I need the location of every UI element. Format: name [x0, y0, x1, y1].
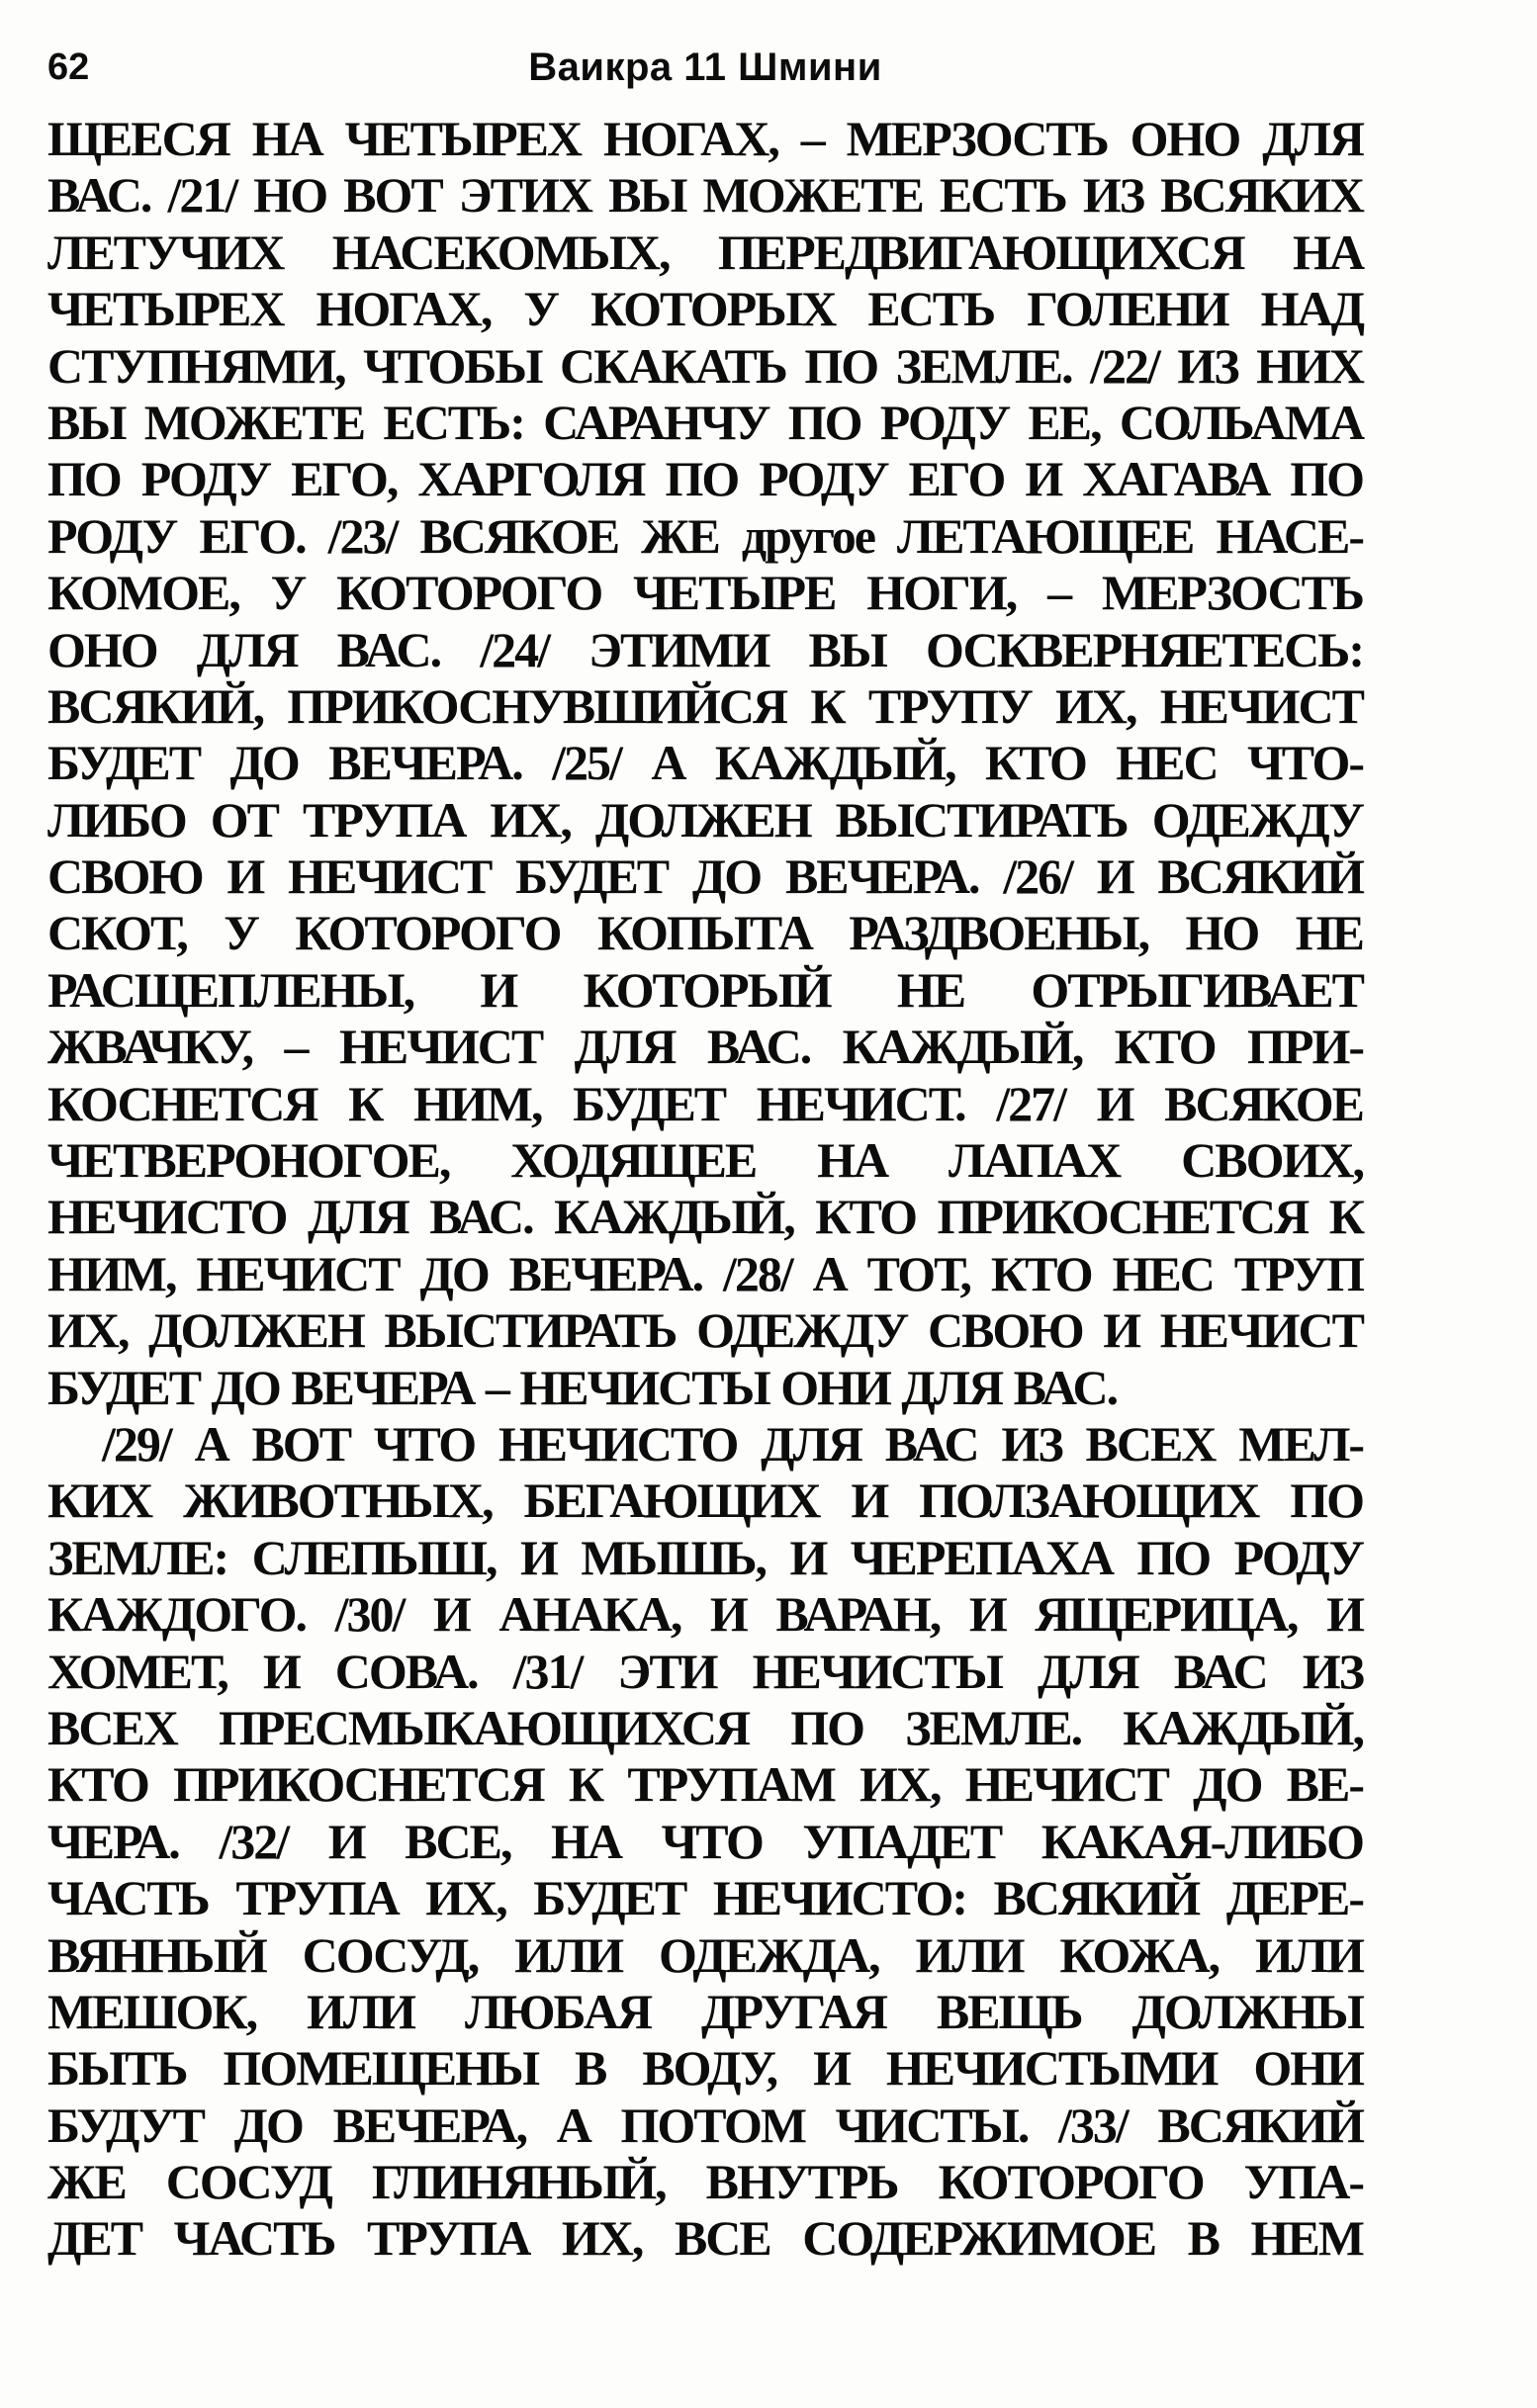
text-line: БЫТЬ ПОМЕЩЕНЫ В ВОДУ, И НЕЧИСТЫМИ ОНИ: [47, 2040, 1363, 2096]
paragraph: [47, 1416, 1363, 2268]
page-text: [47, 111, 1363, 2268]
text-line: ВСЕХ ПРЕСМЫКАЮЩИХСЯ ПО ЗЕМЛЕ. КАЖДЫЙ,: [47, 1699, 1363, 1755]
text-line: ЗЕМЛЕ: СЛЕПЫШ, И МЫШЬ, И ЧЕРЕПАХА ПО РОДУ: [47, 1529, 1363, 1585]
text-line: ПО РОДУ ЕГО, ХАРГОЛЯ ПО РОДУ ЕГО И ХАГАВА ПО: [47, 451, 1363, 507]
text-line: ОНО ДЛЯ ВАС. /24/ ЭТИМИ ВЫ ОСКВЕРНЯЕТЕСЬ:: [47, 621, 1363, 677]
text-line: ЩЕЕСЯ НА ЧЕТЫРЕХ НОГАХ, – МЕРЗОСТЬ ОНО ДЛЯ: [47, 111, 1363, 166]
page-number: 62: [47, 46, 90, 88]
text-line: БУДУТ ДО ВЕЧЕРА, А ПОТОМ ЧИСТЫ. /33/ ВСЯКИЙ: [47, 2096, 1363, 2153]
text-line: ЖВАЧКУ, – НЕЧИСТ ДЛЯ ВАС. КАЖДЫЙ, КТО ПРИ-: [47, 1019, 1363, 1075]
text-line: КАЖДОГО. /30/ И АНАКА, И ВАРАН, И ЯЩЕРИЦА, И: [47, 1586, 1363, 1643]
text-line: ЛИБО ОТ ТРУПА ИХ, ДОЛЖЕН ВЫСТИРАТЬ ОДЕЖДУ: [47, 791, 1363, 847]
text-line: КОМОЕ, У КОТОРОГО ЧЕТЫРЕ НОГИ, – МЕРЗОСТЬ: [47, 565, 1363, 621]
text-line: СКОТ, У КОТОРОГО КОПЫТА РАЗДВОЕНЫ, НО НЕ: [47, 905, 1363, 961]
text-line: БУДЕТ ДО ВЕЧЕРА. /25/ А КАЖДЫЙ, КТО НЕС ЧТО-: [47, 735, 1363, 791]
text-line: РАСЩЕПЛЕНЫ, И КОТОРЫЙ НЕ ОТРЫГИВАЕТ: [47, 961, 1363, 1018]
text-line: ВСЯКИЙ, ПРИКОСНУВШИЙСЯ К ТРУПУ ИХ, НЕЧИСТ: [47, 677, 1363, 734]
page-header-title: Ваикра 11 Шмини: [528, 45, 882, 89]
text-line: ЛЕТУЧИХ НАСЕКОМЫХ, ПЕРЕДВИГАЮЩИХСЯ НА: [47, 223, 1363, 280]
text-line: ЖЕ СОСУД ГЛИНЯНЫЙ, ВНУТРЬ КОТОРОГО УПА-: [47, 2154, 1363, 2210]
text-line: НИМ, НЕЧИСТ ДО ВЕЧЕРА. /28/ А ТОТ, КТО НЕС ТРУП: [47, 1245, 1363, 1301]
text-line: ИХ, ДОЛЖЕН ВЫСТИРАТЬ ОДЕЖДУ СВОЮ И НЕЧИСТ: [47, 1302, 1363, 1359]
text-line: ВЫ МОЖЕТЕ ЕСТЬ: САРАНЧУ ПО РОДУ ЕЕ, СОЛЬАМА: [47, 394, 1363, 450]
text-line: /29/ А ВОТ ЧТО НЕЧИСТО ДЛЯ ВАС ИЗ ВСЕХ МЕЛ-: [102, 1415, 1363, 1472]
text-line: ЧЕТВЕРОНОГОЕ, ХОДЯЩЕЕ НА ЛАПАХ СВОИХ,: [47, 1132, 1363, 1189]
text-line: МЕШОК, ИЛИ ЛЮБАЯ ДРУГАЯ ВЕЩЬ ДОЛЖНЫ: [47, 1983, 1363, 2039]
text-line: ВЯННЫЙ СОСУД, ИЛИ ОДЕЖДА, ИЛИ КОЖА, ИЛИ: [47, 1926, 1363, 1983]
text-line: НЕЧИСТО ДЛЯ ВАС. КАЖДЫЙ, КТО ПРИКОСНЕТСЯ К: [47, 1189, 1363, 1245]
text-line: КОСНЕТСЯ К НИМ, БУДЕТ НЕЧИСТ. /27/ И ВСЯКОЕ: [47, 1075, 1363, 1131]
text-line: ХОМЕТ, И СОВА. /31/ ЭТИ НЕЧИСТЫ ДЛЯ ВАС ИЗ: [47, 1643, 1363, 1699]
text-line: СВОЮ И НЕЧИСТ БУДЕТ ДО ВЕЧЕРА. /26/ И ВСЯКИЙ: [47, 848, 1363, 905]
text-line: ЧЕРА. /32/ И ВСЕ, НА ЧТО УПАДЕТ КАКАЯ-ЛИБО: [47, 1813, 1363, 1869]
text-line: СТУПНЯМИ, ЧТОБЫ СКАКАТЬ ПО ЗЕМЛЕ. /22/ ИЗ НИХ: [47, 337, 1363, 394]
text-line: БУДЕТ ДО ВЕЧЕРА – НЕЧИСТЫ ОНИ ДЛЯ ВАС.: [47, 1359, 1118, 1415]
text-line: РОДУ ЕГО. /23/ ВСЯКОЕ ЖЕ другое ЛЕТАЮЩЕЕ НАСЕ-: [47, 507, 1363, 564]
text-line: ЧАСТЬ ТРУПА ИХ, БУДЕТ НЕЧИСТО: ВСЯКИЙ ДЕРЕ-: [47, 1870, 1363, 1926]
paragraph: [47, 111, 1363, 1416]
text-line: ВАС. /21/ НО ВОТ ЭТИХ ВЫ МОЖЕТЕ ЕСТЬ ИЗ ВСЯКИХ: [47, 167, 1363, 223]
page-header: [47, 45, 1363, 89]
text-line: КТО ПРИКОСНЕТСЯ К ТРУПАМ ИХ, НЕЧИСТ ДО ВЕ-: [47, 1756, 1363, 1813]
text-line: ЧЕТЫРЕХ НОГАХ, У КОТОРЫХ ЕСТЬ ГОЛЕНИ НАД: [47, 281, 1363, 337]
text-line: ДЕТ ЧАСТЬ ТРУПА ИХ, ВСЕ СОДЕРЖИМОЕ В НЕМ: [47, 2210, 1363, 2267]
text-line: КИХ ЖИВОТНЫХ, БЕГАЮЩИХ И ПОЛЗАЮЩИХ ПО: [47, 1472, 1363, 1529]
